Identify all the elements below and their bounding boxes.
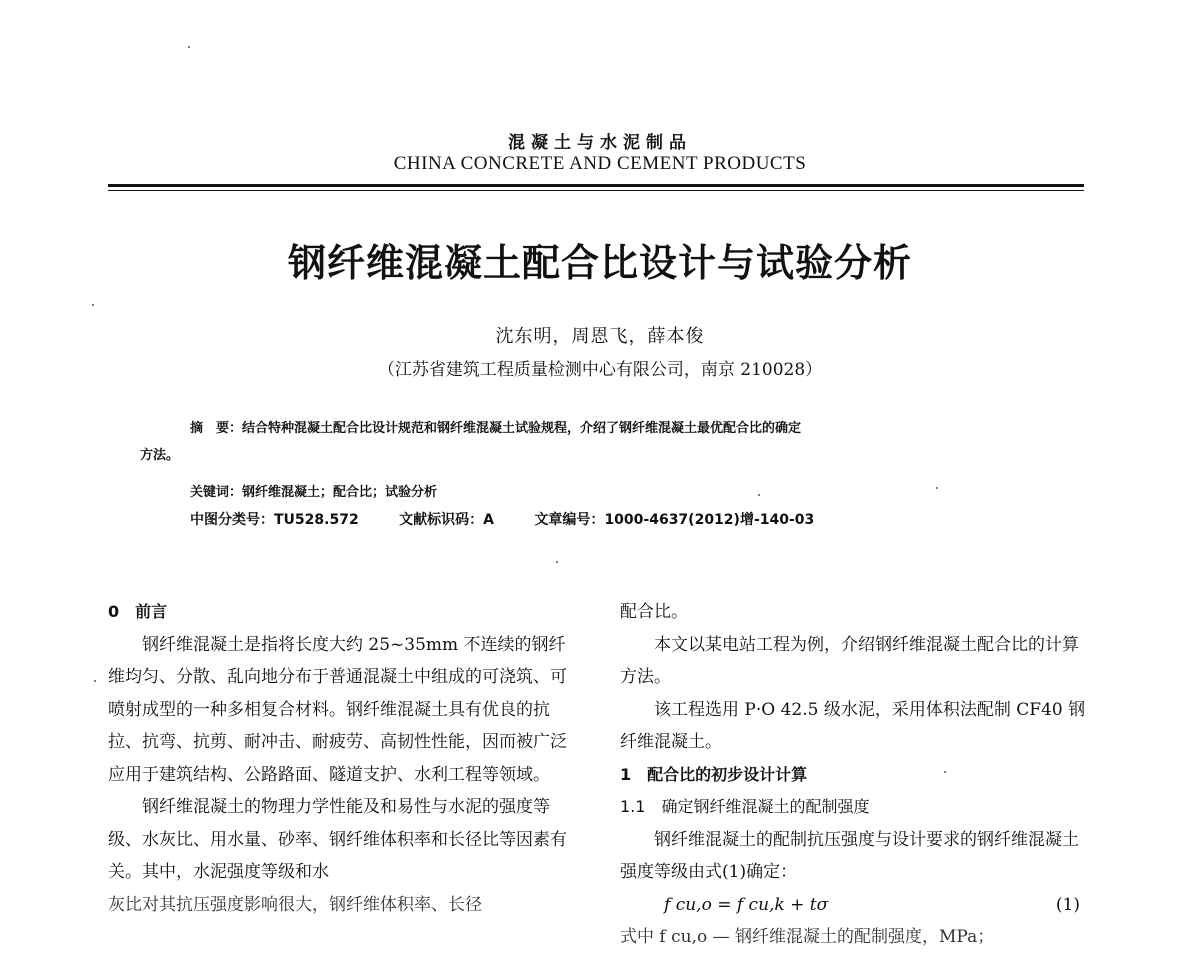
journal-name-chinese: 混凝土与水泥制品 [508, 133, 692, 153]
clc-label: 中图分类号： [190, 512, 274, 528]
right-column [620, 596, 1090, 954]
abstract-label: 摘 要： [190, 421, 243, 436]
scan-speck [758, 494, 760, 496]
abstract-line-2: 方法。 [140, 448, 180, 463]
paragraph-continued: 配合比。 [620, 602, 688, 622]
paragraph-2: 钢纤维混凝土的物理力学性能及和易性与水泥的强度等级、水灰比、用水量、砂率、钢纤维体积率和长径比等因素有关。其中，水泥强度等级和水 [108, 797, 567, 882]
header-rule-thick [108, 184, 1084, 187]
scan-speck [92, 304, 94, 306]
journal-name-english: CHINA CONCRETE AND CEMENT PRODUCTS [393, 153, 807, 174]
paragraph-example: 本文以某电站工程为例，介绍钢纤维混凝土配合比的计算方法。 [620, 634, 1079, 687]
scan-speck [556, 561, 558, 563]
doc-value: A [483, 512, 494, 528]
scan-speck [936, 487, 938, 489]
doc-label: 文献标识码： [399, 512, 484, 528]
article-label: 文章编号： [534, 512, 605, 528]
paragraph-1: 钢纤维混凝土是指将长度大约 25~35mm 不连续的钢纤维均匀、分散、乱向地分布于普通混凝土中组成的可浇筑、可喷射成型的一种多相复合材料。钢纤维混凝土具有优良的抗拉、抗弯、抗剪、耐冲击、耐疲劳、高韧性性能，因而被广泛应用于建筑结构、公路路面、隧道支护、水利工程等领域。 [108, 634, 567, 785]
article-value: 1000-4637(2012)增-140-03 [604, 512, 815, 528]
paragraph-cement: 该工程选用 P·O 42.5 级水泥，采用体积法配制 CF40 钢纤维混凝土。 [620, 699, 1086, 752]
formula-text: f cu,o = f cu,k + tσ [664, 894, 829, 915]
formula-legend-cut-line: 式中 f cu,o — 钢纤维混凝土的配制强度，MPa； [620, 927, 995, 947]
clc-value: TU528.572 [274, 512, 359, 528]
paragraph-2-cut-line: 灰比对其抗压强度影响很大，钢纤维体积率、长径 [108, 894, 482, 915]
abstract-text-1: 结合特种混凝土配合比设计规范和钢纤维混凝土试验规程，介绍了钢纤维混凝土最优配合比的确定 [242, 421, 802, 436]
keywords [190, 481, 437, 500]
article-number [534, 512, 814, 528]
affiliation: （江苏省建筑工程质量检测中心有限公司，南京 210028） [377, 360, 823, 380]
scan-speck [188, 46, 190, 48]
classification-line [190, 509, 850, 529]
section-heading-1: 1 配合比的初步设计计算 [620, 764, 808, 784]
scan-speck [94, 680, 96, 682]
authors: 沈东明，周恩飞，薛本俊 [495, 326, 705, 347]
paper-title: 钢纤维混凝土配合比设计与试验分析 [287, 241, 912, 285]
formula-number: (1) [1055, 894, 1080, 915]
abstract-line-1 [190, 416, 1090, 441]
section-heading-1-1: 1.1 确定钢纤维混凝土的配制强度 [620, 797, 870, 816]
header-rule-thin [108, 190, 1084, 191]
paragraph-strength: 钢纤维混凝土的配制抗压强度与设计要求的钢纤维混凝土强度等级由式(1)确定： [620, 829, 1079, 882]
section-heading-preface: 0 前言 [108, 602, 168, 621]
keywords-label: 关键词： [190, 485, 243, 500]
formula-1 [620, 889, 1090, 922]
scan-speck [944, 771, 946, 773]
clc-number [190, 512, 359, 528]
left-column [108, 596, 578, 921]
document-code [399, 512, 494, 528]
keywords-text: 钢纤维混凝土；配合比；试验分析 [242, 485, 438, 500]
